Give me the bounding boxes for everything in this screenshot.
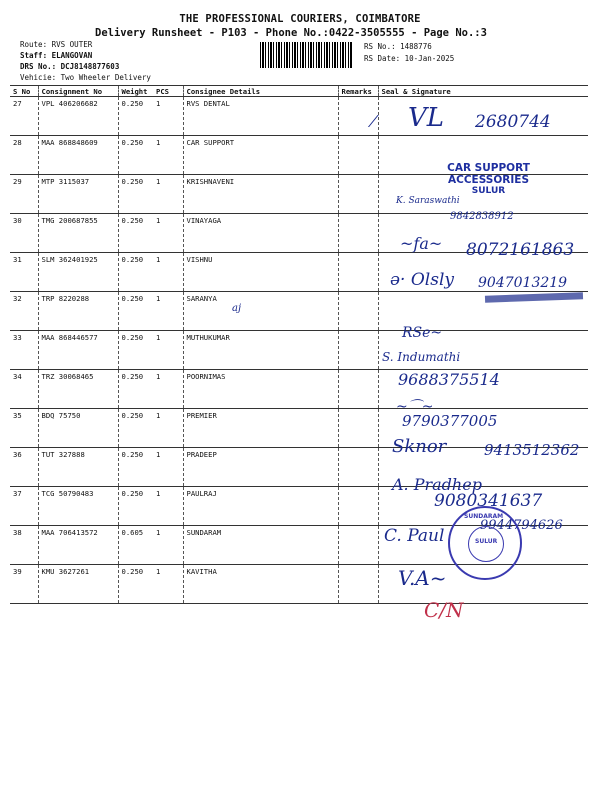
cell-pcs: 1: [153, 448, 183, 487]
cell-pcs: 1: [153, 97, 183, 136]
cell-weight: 0.250: [118, 214, 153, 253]
signature-mark: VL: [408, 103, 445, 133]
staff-label: Staff: ELANGOVAN: [20, 51, 93, 60]
cell-sno: 32: [10, 292, 38, 331]
cell-sno: 35: [10, 409, 38, 448]
cell-remarks: [338, 370, 378, 409]
stamp-place: SULUR: [475, 538, 498, 545]
cell-remarks: [338, 565, 378, 604]
cell-weight: 0.605: [118, 526, 153, 565]
cell-consignee: POORNIMAS: [183, 370, 338, 409]
cell-consignment: SLM 362401925: [38, 253, 118, 292]
cell-pcs: 1: [153, 331, 183, 370]
cell-pcs: 1: [153, 487, 183, 526]
cell-pcs: 1: [153, 409, 183, 448]
cell-pcs: 1: [153, 136, 183, 175]
cell-consignee: VINAYAGA: [183, 214, 338, 253]
cell-consignment: MAA 706413572: [38, 526, 118, 565]
signature-mark: RSe~: [402, 325, 443, 341]
cell-consignment: BDQ 75750: [38, 409, 118, 448]
signature-mark: V.A~: [398, 566, 447, 590]
cell-consignment: TCG 50790483: [38, 487, 118, 526]
cell-consignee: KAVITHA: [183, 565, 338, 604]
handwritten-number: 9790377005: [402, 412, 498, 430]
stamp-line1: CAR SUPPORT ACCESSORIES: [447, 162, 530, 186]
handwritten-number: 9047013219: [478, 275, 568, 291]
header-weight: Weight: [118, 86, 153, 97]
cell-weight: 0.250: [118, 565, 153, 604]
handwritten-name: C. Paul: [384, 526, 445, 546]
cell-consignee: SARANYA: [183, 292, 338, 331]
cell-weight: 0.250: [118, 487, 153, 526]
cell-sno: 39: [10, 565, 38, 604]
cell-sno: 36: [10, 448, 38, 487]
handwritten-note: C/N: [424, 598, 464, 622]
handwritten-name: A. Pradhep: [392, 475, 482, 494]
cell-consignment: MTP 3115037: [38, 175, 118, 214]
cell-pcs: 1: [153, 214, 183, 253]
car-support-stamp: [406, 162, 571, 196]
cell-consignee: CAR SUPPORT: [183, 136, 338, 175]
handwritten-number: 9080341637: [434, 491, 543, 511]
handwritten-name: S. Indumathi: [382, 350, 461, 364]
cell-consignment: MAA 868848609: [38, 136, 118, 175]
cell-consignee: SUNDARAM: [183, 526, 338, 565]
rs-number: RS No.: 1488776: [364, 42, 432, 51]
cell-remarks: [338, 136, 378, 175]
cell-sno: 31: [10, 253, 38, 292]
handwritten-number: 9944794626: [480, 518, 563, 533]
cell-sno: 28: [10, 136, 38, 175]
cell-consignment: TUT 327888: [38, 448, 118, 487]
company-title: THE PROFESSIONAL COURIERS, COIMBATORE: [179, 13, 421, 25]
cell-remarks: [338, 487, 378, 526]
cell-consignment: TRZ 30068465: [38, 370, 118, 409]
handwritten-number: 9842838912: [450, 211, 514, 222]
cell-sno: 38: [10, 526, 38, 565]
cell-weight: 0.250: [118, 370, 153, 409]
handwritten-name: K. Saraswathi: [396, 196, 460, 206]
cell-consignee: RVS DENTAL: [183, 97, 338, 136]
header-consignment: Consignment No: [38, 86, 118, 97]
signature-mark: Sknor: [392, 436, 447, 457]
header-signature: Seal & Signature: [378, 86, 588, 97]
cell-remarks: [338, 526, 378, 565]
cell-remarks: [338, 292, 378, 331]
sundaram-round-stamp: [448, 506, 522, 580]
handwritten-note: aj: [232, 303, 242, 314]
cell-consignment: VPL 406206682: [38, 97, 118, 136]
cell-sno: 29: [10, 175, 38, 214]
cell-consignee: VISHNU: [183, 253, 338, 292]
handwritten-number: 9688375514: [398, 370, 500, 389]
cell-weight: 0.250: [118, 409, 153, 448]
cell-remarks: [338, 214, 378, 253]
cell-pcs: 1: [153, 370, 183, 409]
cell-pcs: 1: [153, 253, 183, 292]
cell-sno: 34: [10, 370, 38, 409]
cell-pcs: 1: [153, 175, 183, 214]
drs-number: DRS No.: DCJ8148877603: [20, 62, 120, 71]
cell-consignee: PRADEEP: [183, 448, 338, 487]
cell-consignment: MAA 868446577: [38, 331, 118, 370]
signature-mark: ~⌒~: [396, 399, 434, 415]
cell-remarks: [338, 448, 378, 487]
header-consignee: Consignee Details: [183, 86, 338, 97]
cell-consignment: KMU 3627261: [38, 565, 118, 604]
cell-consignment: TRP 8220288: [38, 292, 118, 331]
cell-sno: 27: [10, 97, 38, 136]
handwritten-number: 2680744: [475, 112, 551, 132]
handwritten-number: 9413512362: [484, 441, 580, 459]
cell-consignee: MUTHUKUMAR: [183, 331, 338, 370]
cell-weight: 0.250: [118, 175, 153, 214]
signature-mark: ə· Olsly: [390, 270, 455, 290]
stamp-line2: SULUR: [471, 186, 506, 196]
tick-mark: ⁄: [372, 112, 375, 131]
table-header-row: [10, 86, 588, 97]
cell-remarks: [338, 409, 378, 448]
cell-consignee: PREMIER: [183, 409, 338, 448]
barcode-icon: [260, 42, 352, 68]
cell-sno: 33: [10, 331, 38, 370]
runsheet-subtitle: Delivery Runsheet - P103 - Phone No.:0422-3505555 - Page No.:3: [95, 27, 487, 39]
vehicle-label: Vehicie: Two Wheeler Delivery: [20, 73, 151, 82]
cell-consignee: PAULRAJ: [183, 487, 338, 526]
cell-weight: 0.250: [118, 292, 153, 331]
header-sno: S No: [10, 86, 38, 97]
header-remarks: Remarks: [338, 86, 378, 97]
cell-sno: 37: [10, 487, 38, 526]
cell-pcs: 1: [153, 526, 183, 565]
cell-remarks: [338, 175, 378, 214]
cell-sno: 30: [10, 214, 38, 253]
cell-weight: 0.250: [118, 448, 153, 487]
table-row: [10, 331, 588, 370]
handwritten-number: 8072161863: [466, 240, 575, 260]
cell-weight: 0.250: [118, 97, 153, 136]
cell-weight: 0.250: [118, 331, 153, 370]
cell-consignment: TMG 200687855: [38, 214, 118, 253]
signature-mark: ~fa~: [400, 234, 443, 253]
cell-remarks: [338, 331, 378, 370]
stamp-text: SUNDARAM: [464, 513, 504, 520]
rs-date: RS Date: 10-Jan-2025: [364, 54, 455, 63]
table-row: [10, 370, 588, 409]
cell-weight: 0.250: [118, 253, 153, 292]
header-pcs: PCS: [153, 86, 183, 97]
cell-weight: 0.250: [118, 136, 153, 175]
cell-remarks: [338, 253, 378, 292]
cell-pcs: 1: [153, 565, 183, 604]
cell-consignee: KRISHNAVENI: [183, 175, 338, 214]
route-label: Route: RVS OUTER: [20, 40, 93, 49]
cell-pcs: 1: [153, 292, 183, 331]
